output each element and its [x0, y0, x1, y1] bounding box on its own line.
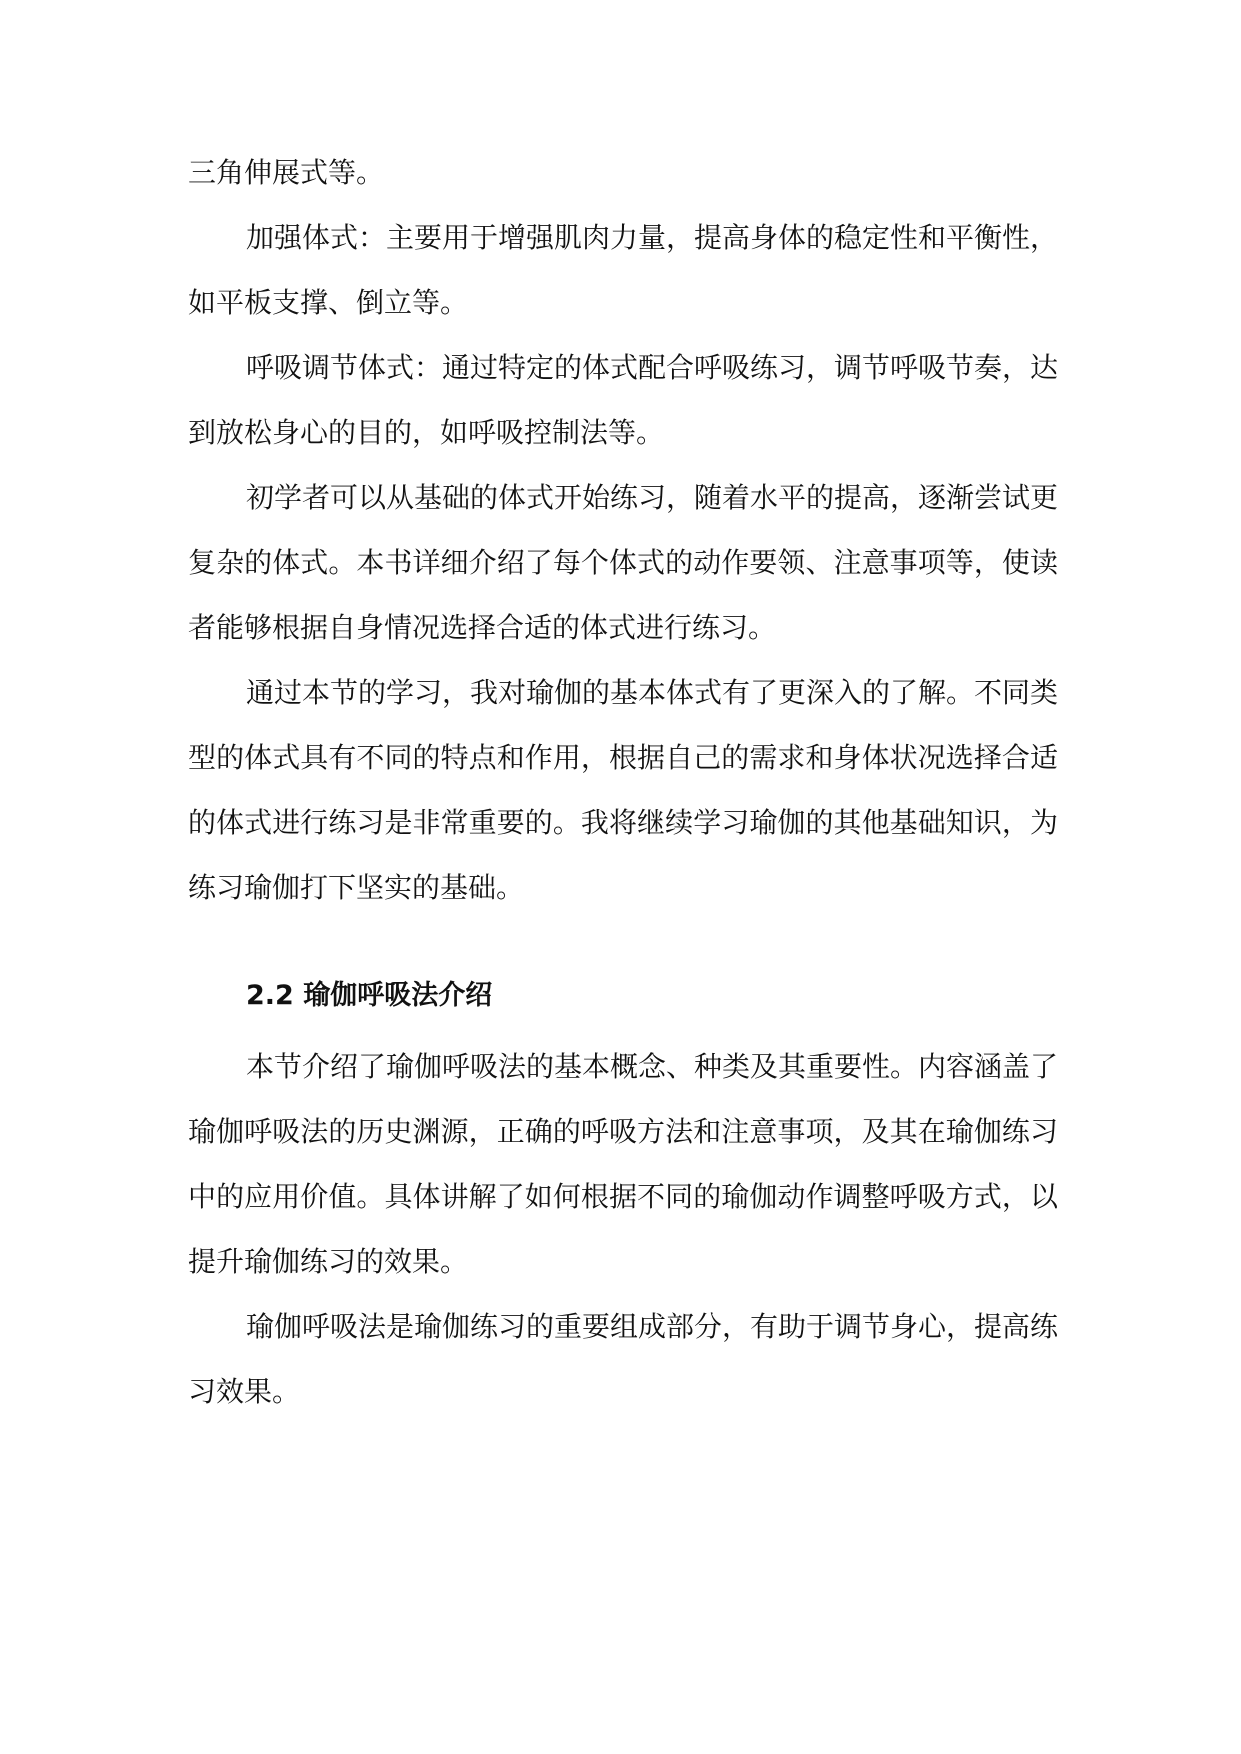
- paragraph-breathing-intro: 本节介绍了瑜伽呼吸法的基本概念、种类及其重要性。内容涵盖了瑜伽呼吸法的历史渊源，正确的呼吸方法和注意事项，及其在瑜伽练习中的应用价值。具体讲解了如何根据不同的瑜伽动作调整呼吸方式，以提升瑜伽练习的效果。: [188, 1050, 1059, 1278]
- paragraph-strengthening-poses: 加强体式：主要用于增强肌肉力量，提高身体的稳定性和平衡性，如平板支撑、倒立等。: [188, 221, 1059, 319]
- paragraph-continuation: 三角伸展式等。: [188, 156, 385, 189]
- section-heading: 2.2 瑜伽呼吸法介绍: [246, 980, 493, 1011]
- paragraph-breathing-poses: 呼吸调节体式：通过特定的体式配合呼吸练习，调节呼吸节奏，达到放松身心的目的，如呼吸控制法等。: [188, 351, 1059, 449]
- paragraph-beginners: 初学者可以从基础的体式开始练习，随着水平的提高，逐渐尝试更复杂的体式。本书详细介绍了每个体式的动作要领、注意事项等，使读者能够根据自身情况选择合适的体式进行练习。: [188, 481, 1059, 644]
- paragraph-section-summary: 通过本节的学习，我对瑜伽的基本体式有了更深入的了解。不同类型的体式具有不同的特点和作用，根据自己的需求和身体状况选择合适的体式进行练习是非常重要的。我将继续学习瑜伽的其他基础知识，为练习瑜伽打下坚实的基础。: [188, 676, 1059, 904]
- document-body: [188, 140, 1058, 1424]
- paragraph-breathing-importance: 瑜伽呼吸法是瑜伽练习的重要组成部分，有助于调节身心，提高练习效果。: [188, 1310, 1059, 1408]
